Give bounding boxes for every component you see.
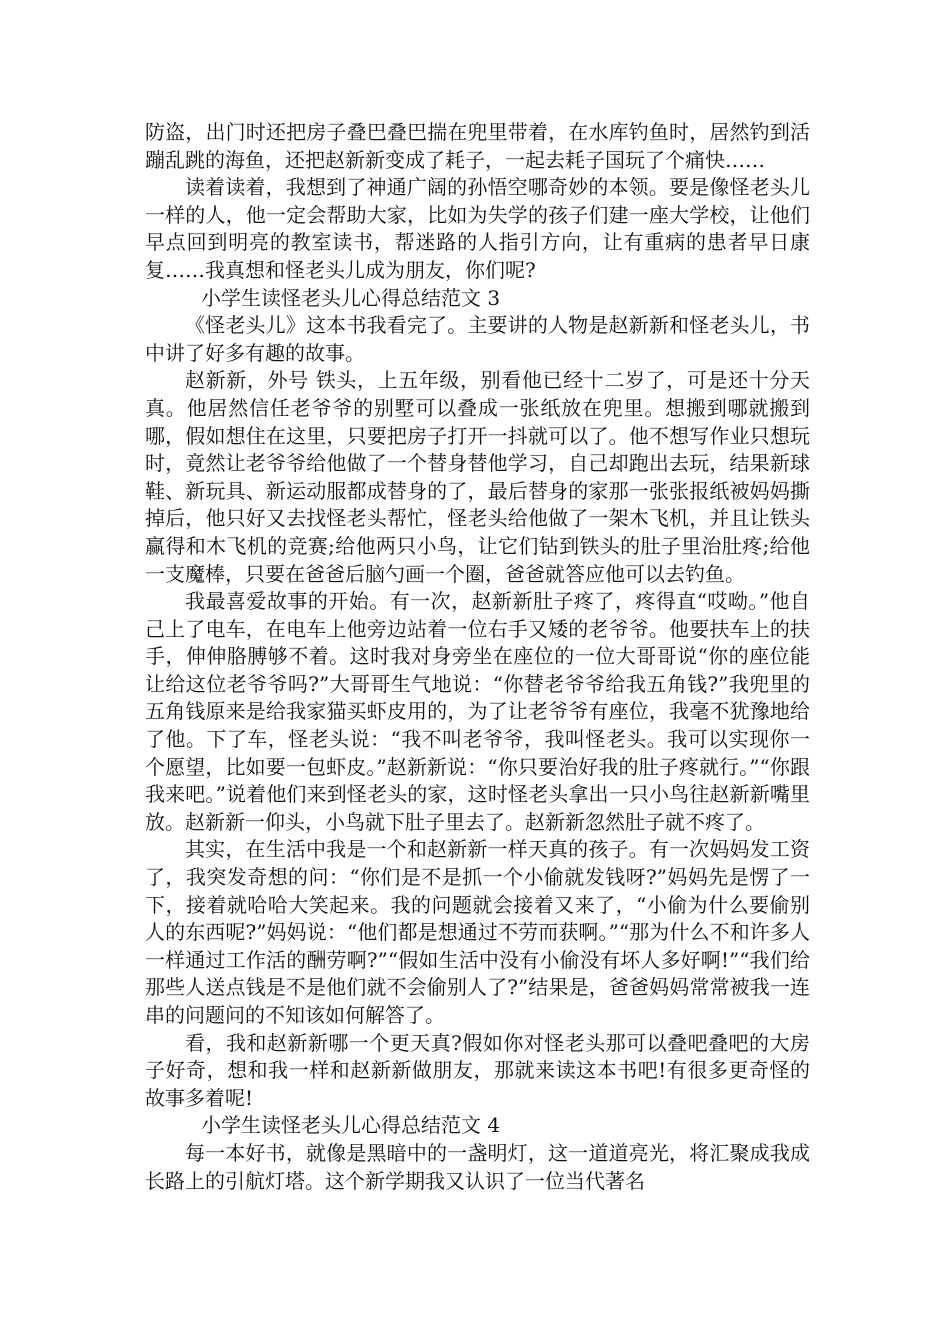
paragraph: 看，我和赵新新哪一个更天真?假如你对怪老头那可以叠吧叠吧的大房子好奇，想和我一样和赵新新做朋友，那就来读这本书吧!有很多更奇怪的故事多着呢! xyxy=(145,1030,810,1110)
paragraph: 《怪老头儿》这本书我看完了。主要讲的人物是赵新新和怪老头儿，书中讲了好多有趣的故事。 xyxy=(145,313,810,365)
document-body xyxy=(145,119,810,1195)
paragraph: 其实，在生活中我是一个和赵新新一样天真的孩子。有一次妈妈发工资了，我突发奇想的问：“你们是不是抓一个小偷就发钱呀?”妈妈先是愣了一下，接着就哈哈大笑起来。我的问题就会接着又来了，“小偷为什么要偷别人的东西呢?”妈妈说：“他们都是想通过不劳而获啊。”“那为什么不和许多人一样通过工作活的酬劳啊?”“假如生活中没有小偷没有坏人多好啊!”“我们给那些人送点钱是不是他们就不会偷别人了?”结果是，爸爸妈妈常常被我一连串的问题问的不知该如何解答了。 xyxy=(145,837,810,1027)
paragraph-continuation: 防盗，出门时还把房子叠巴叠巴揣在兜里带着，在水库钓鱼时，居然钓到活蹦乱跳的海鱼，还把赵新新变成了耗子，一起去耗子国玩了个痛快…… xyxy=(145,120,810,172)
paragraph: 赵新新，外号 铁头，上五年级，别看他已经十二岁了，可是还十分天真。他居然信任老爷爷的别墅可以叠成一张纸放在兜里。想搬到哪就搬到哪，假如想住在这里，只要把房子打开一抖就可以了。他不想写作业只想玩时，竟然让老爷爷给他做了一个替身替他学习，自己却跑出去玩，结果新球鞋、新玩具、新运动服都成替身的了，最后替身的家那一张张报纸被妈妈撕掉后，他只好又去找怪老头帮忙，怪老头给他做了一架木飞机，并且让铁头赢得和木飞机的竞赛;给他两只小鸟，让它们钻到铁头的肚子里治肚疼;给他一支魔棒，只要在爸爸后脑勺画一个圈，爸爸就答应他可以去钓鱼。 xyxy=(145,368,810,586)
paragraph: 读着读着，我想到了神通广阔的孙悟空哪奇妙的本领。要是像怪老头儿一样的人，他一定会帮助大家，比如为失学的孩子们建一座大学校，让他们早点回到明亮的教室读书，帮迷路的人指引方向，让有重病的患者早日康复……我真想和怪老头儿成为朋友，你们呢? xyxy=(145,175,810,282)
section-heading: 小学生读怪老头儿心得总结范文 3 xyxy=(201,285,501,310)
section-heading: 小学生读怪老头儿心得总结范文 4 xyxy=(201,1113,501,1138)
paragraph: 我最喜爱故事的开始。有一次，赵新新肚子疼了，疼得直“哎呦。”他自己上了电车，在电车上他旁边站着一位右手又矮的老爷爷。他要扶车上的扶手，伸伸胳膊够不着。这时我对身旁坐在座位的一位大哥哥说“你的座位能让给这位老爷爷吗?”大哥哥生气地说：“你替老爷爷给我五角钱?”我兜里的五角钱原来是给我家猫买虾皮用的，为了让老爷爷有座位，我毫不犹豫地给了他。下了车，怪老头说：“我不叫老爷爷，我叫怪老头。我可以实现你一个愿望，比如要一包虾皮。”赵新新说：“你只要治好我的肚子疼就行。”“你跟我来吧。”说着他们来到怪老头的家，这时怪老头拿出一只小鸟往赵新新嘴里放。赵新新一仰头，小鸟就下肚子里去了。赵新新忽然肚子就不疼了。 xyxy=(145,589,810,834)
paragraph: 每一本好书，就像是黑暗中的一盏明灯，这一道道亮光，将汇聚成我成长路上的引航灯塔。这个新学期我又认识了一位当代著名 xyxy=(145,1140,810,1193)
